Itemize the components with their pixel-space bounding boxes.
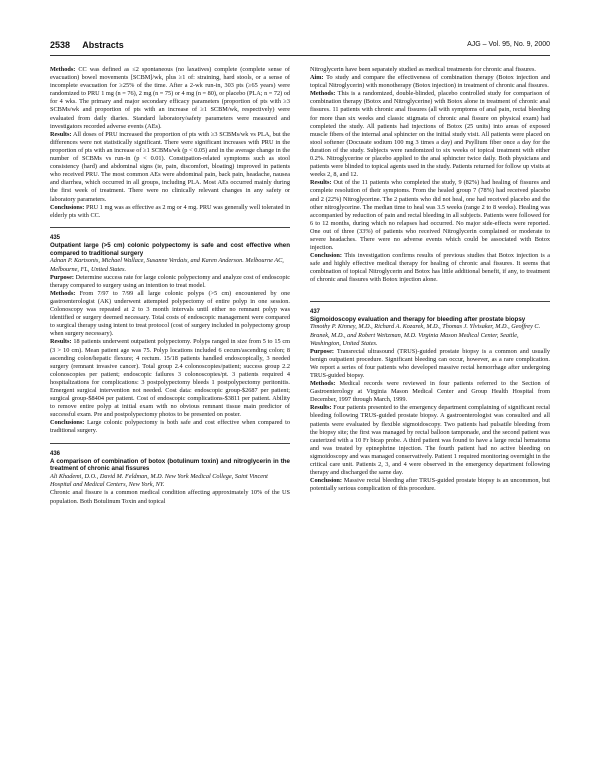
abstract-436-methods: Methods: This is a randomized, double-blinded, placebo controlled study for comparison of combination therapy (Botox and Nitroglycerine) with Botox alone in treatment of chronic anal fissures. 11 patients with chronic anal fissures (all with symptoms of anal pain, rectal bleeding for more than six weeks and classic stigmata of chronic anal fissure on physical exam) had completed the study. All patients had injections of Botox (25 units) into areas of exposed muscle fibers of the internal anal sphincter on the initial study visit. All patients were placed on stool softener (Docusate sodium 100 mg 3 times a day) and Psyllium fiber once a day for the duration of the study. Subjects were randomized to six weeks of topical treatment with either 0.2%. Nitroglycerine or placebo applied to the anal sphincter twice daily. Both physicians and patients were blinded to topical agents used in the study. Patients returned for follow up visits at weeks 2, 8, and 12. <box>310 90 550 179</box>
right-column <box>310 66 550 493</box>
results-label: Results: <box>310 404 332 412</box>
abstract-435-conclusions: Conclusions: Large colonic polypectomy is both safe and cost effective when compared to traditional surgery. <box>50 419 290 435</box>
abstract-437-purpose: Purpose: Transrectal ultrasound (TRUS)-guided prostate biopsy is a common and usually benign outpatient procedure. Significant bleeding can occur, however, as a rare complication. We report a series of four patients who developed massive rectal hemorrhage after undergoing TRUS-guided biopsy. <box>310 347 550 379</box>
abstract-435-methods: Methods: From 7/97 to 7/99 all large colonic polyps (>5 cm) encountered by one gastroenterologist (AK) underwent attempted polypectomy of entire polyp in one session. Colonoscopy was repeated at 2 to 3 month intervals until either no remnant polyp was identified or surgery deemed necessary. Total costs of endoscopic management were compared to surgical therapy using intent to treat protocol (cost of surgery included in polypectomy group when surgery necessary). <box>50 289 290 338</box>
abstract-435-authors: Adnan P. Kartsonis, Michael Wallace, Susanne Verdais, and Karen Anderson. Melbourne AC, Melbourne, FL, United States. <box>50 257 284 273</box>
results-label: Results: <box>50 338 72 346</box>
abstract-436-aim: Aim: To study and compare the effectiveness of combination therapy (Botox injection and topical Nitroglycerin) with monotherapy (Botox injection) in treatment of chronic anal fissures. <box>310 74 550 90</box>
conclusions-label: Conclusions: <box>50 203 85 211</box>
methods-label: Methods: <box>310 380 336 388</box>
methods-label: Methods: <box>50 66 76 73</box>
abstract-437-methods: Methods: Medical records were reviewed in four patients referred to the Section of Gastroenterology at Virginia Mason Medical Center and Group Health Hospital from December, 1997 through March, 1999. <box>310 380 551 404</box>
conclusion-label: Conclusion: <box>310 252 342 260</box>
abstract-435-purpose: Purpose: Determine success rate for large colonic polypectomy and analyze cost of endoscopic therapy compared to surgery using an intention to treat model. <box>50 273 291 289</box>
purpose-label: Purpose: <box>50 273 74 281</box>
conclusions-label: Conclusions: <box>50 419 85 427</box>
abstract-437-authors: Timothy P. Kinney, M.D., Richard A. Kozarek, M.D., Thomas J. Ylvisaker, M.D., Geoffrey C. Branek, M.D., and Robert Weitzman, M.D. Virginia Mason Medical Center, Seattle, Washington, United States. <box>310 323 541 347</box>
section-title: Abstracts <box>82 40 124 50</box>
abstract-437-results: Results: Four patients presented to the emergency department complaining of significant rectal bleeding following TRUS-guided prostate biopsy. A gastroenterologist was consulted and all patients were evaluated by flexible sigmoidoscopy. Two patients had pulsatile bleeding from the biopsy site; the first was managed by rectal balloon tamponade, and the second patient was cauterized with a 10 Fr bicap probe. A third patient was found to have a large rectal hematoma and was treated by epinephrine injection. The fourth patient had no active bleeding on sigmoidoscopy and was managed conservatively. Patient 1 required monitoring overnight in the critical care unit. Patients 2, 3, and 4 were observed in the emergency department following therapy and discharged the same day. <box>310 404 550 477</box>
conclusion-label: Conclusion: <box>310 477 342 485</box>
abstract-435-number: 435 <box>50 234 61 241</box>
abstract-434-methods: Methods: CC was defined as ≤2 spontaneous (no laxatives) complete (complete sense of evacuation) bowel movements [SCBM]/wk, plus ≥1 of: straining, hard stools, or a sense of incomplete evacuation for ≥25% of the time. After a 2-wk run-in, 303 pts (≥65 years) were randomized to PRU 1 mg (n = 76), 2 mg (n = 75) or 4 mg (n = 80), or placebo (PLA; n = 72) od for 4 wks. The primary and major secondary efficacy parameters (proportion of pts with ≥3 SCBMs/wk and proportion of pts with an increase of ≥1 SCBM/wk, respectively) were evaluated from daily diaries. Standard laboratory/safety parameters were measured and investigators recorded adverse events (AEs). <box>50 66 290 130</box>
abstract-436-conclusion: Conclusion: This investigation confirms results of previous studies that Botox injection is a safe and highly effective medical therapy for healing of chronic anal fissures. It seems that combination of topical Nitroglycerin and Botox has little additional benefit, if any, to treatment of chronic anal fissures with Botox injection alone. <box>310 252 550 284</box>
abstract-436-results: Results: Out of the 11 patients who completed the study, 9 (82%) had healing of fissures and complete resolution of their symptoms. From the healed group 7 (78%) had received placebo and 2 (22%) Nitroglycerine. The 2 patients who did not heal, one had received placebo and the other nitroglycerine. The median time to heal was 3.5 weeks (range 2 to 8 weeks). Healing was accompanied by reduction of pain and rectal bleeding in all subjects. Patients were followed for 6 to 12 months, during which no relapses had occurred. No major side-effects were reported. One out of three (33%) of patients who received Nitroglycerin complained or moderate to severe headaches. There were no adverse events which could be associated with Botox injection. <box>310 179 551 252</box>
results-label: Results: <box>310 179 332 187</box>
abstract-divider <box>310 301 550 302</box>
abstract-435-title: Outpatient large (>5 cm) colonic polypectomy is safe and cost effective when compared to traditional surgery <box>50 241 290 257</box>
abstract-437-conclusion: Conclusion: Massive rectal bleeding after TRUS-guided prostate biopsy is an uncommon, but potentially serious complication of this procedure. <box>310 477 551 493</box>
abstract-434-conclusions: Conclusions: PRU 1 mg was as effective as 2 mg or 4 mg. PRU was generally well tolerated in elderly pts with CC. <box>50 203 290 219</box>
abstract-divider <box>50 443 290 444</box>
aim-label: Aim: <box>310 74 324 82</box>
page-number: 2538 <box>50 40 71 50</box>
abstract-437-title: Sigmoidoscopy evaluation and therapy for bleeding after prostate biopsy <box>310 315 526 323</box>
abstract-434-results: Results: All doses of PRU increased the proportion of pts with ≥3 SCBMs/wk vs PLA, but the differences were not statistically significant. There were significant increases with PRU in the proportion of pts with an increase of ≥1 SCBMs/wk (p < 0.05) and in the average change in the number of SCBMs vs run-in (p < 0.01). Constipation-related symptoms such as stool consistency (hard) and abdominal signs (ie, pain, discomfort, bloating) improved in patients who received PRU. The most common AEs were abdominal pain, back pain, headache, nausea and diarrhea, which occurred in all groups, including PLA. Most AEs occurred mainly during the first week of treatment. There were no clinically relevant changes in any safety or laboratory parameters. <box>50 130 290 203</box>
abstract-436-intro: Chronic anal fissure is a common medical condition affecting approximately 10% of the US population. Both Botulinum Toxin and topical <box>50 489 290 505</box>
header-rule <box>50 55 550 56</box>
running-header <box>50 40 550 52</box>
abstract-436-intro-continued: Nitroglycerin have been separately studied as medical treatments for chronic anal fissures. <box>310 66 536 73</box>
results-label: Results: <box>50 130 72 138</box>
abstract-436-number: 436 <box>50 450 61 457</box>
header-left <box>50 40 134 50</box>
abstract-436-title: A comparison of combination of botox (botulinum toxin) and nitroglycerin in the treatment of chronic anal fissures <box>50 457 290 473</box>
left-column <box>50 66 290 506</box>
abstract-436-authors: Ali Khademi, D.O., David M. Feldman, M.D. New York Medical College, Saint Vincent Hospital and Medical Centers, New York, NY. <box>50 473 268 489</box>
abstract-437-number: 437 <box>310 308 321 315</box>
methods-label: Methods: <box>310 90 336 98</box>
methods-label: Methods: <box>50 289 76 297</box>
abstract-435-results: Results: 18 patients underwent outpatient polypectomy. Polyps ranged in size from 5 to 15 cm (3 > 10 cm). Mean patient age was 75. Polyp locations included 6 cecum/ascending colon; 8 ascending colon/hepatic flexure; 4 rectum. 15/18 patients handled endoscopically, 3 needed surgery (remnant invasive cancer). Total group 2.4 colonoscopies/patient; success group 2.2 colonoscopies per patient; endoscopic failures 3 colonoscopies/pt. 3 patients required 4 hospitalizations for complications: 3 postpolypectomy bleeds 1 postpolypectomy peritonitis. Emergent surgical intervention not needed. Cost data: endoscopic group-$2687 per patient; surgical group-$8404 per patient. Cost of endoscopic complications-$3811 per patient. Ability to remove entire polyp at initial exam with no obvious remnant tissue main predictor of successful exam. Pre and postpolypectomy photos to be presented on poster. <box>50 338 291 419</box>
purpose-label: Purpose: <box>310 347 334 355</box>
abstract-divider <box>50 227 290 228</box>
journal-citation: AJG – Vol. 95, No. 9, 2000 <box>467 41 550 48</box>
